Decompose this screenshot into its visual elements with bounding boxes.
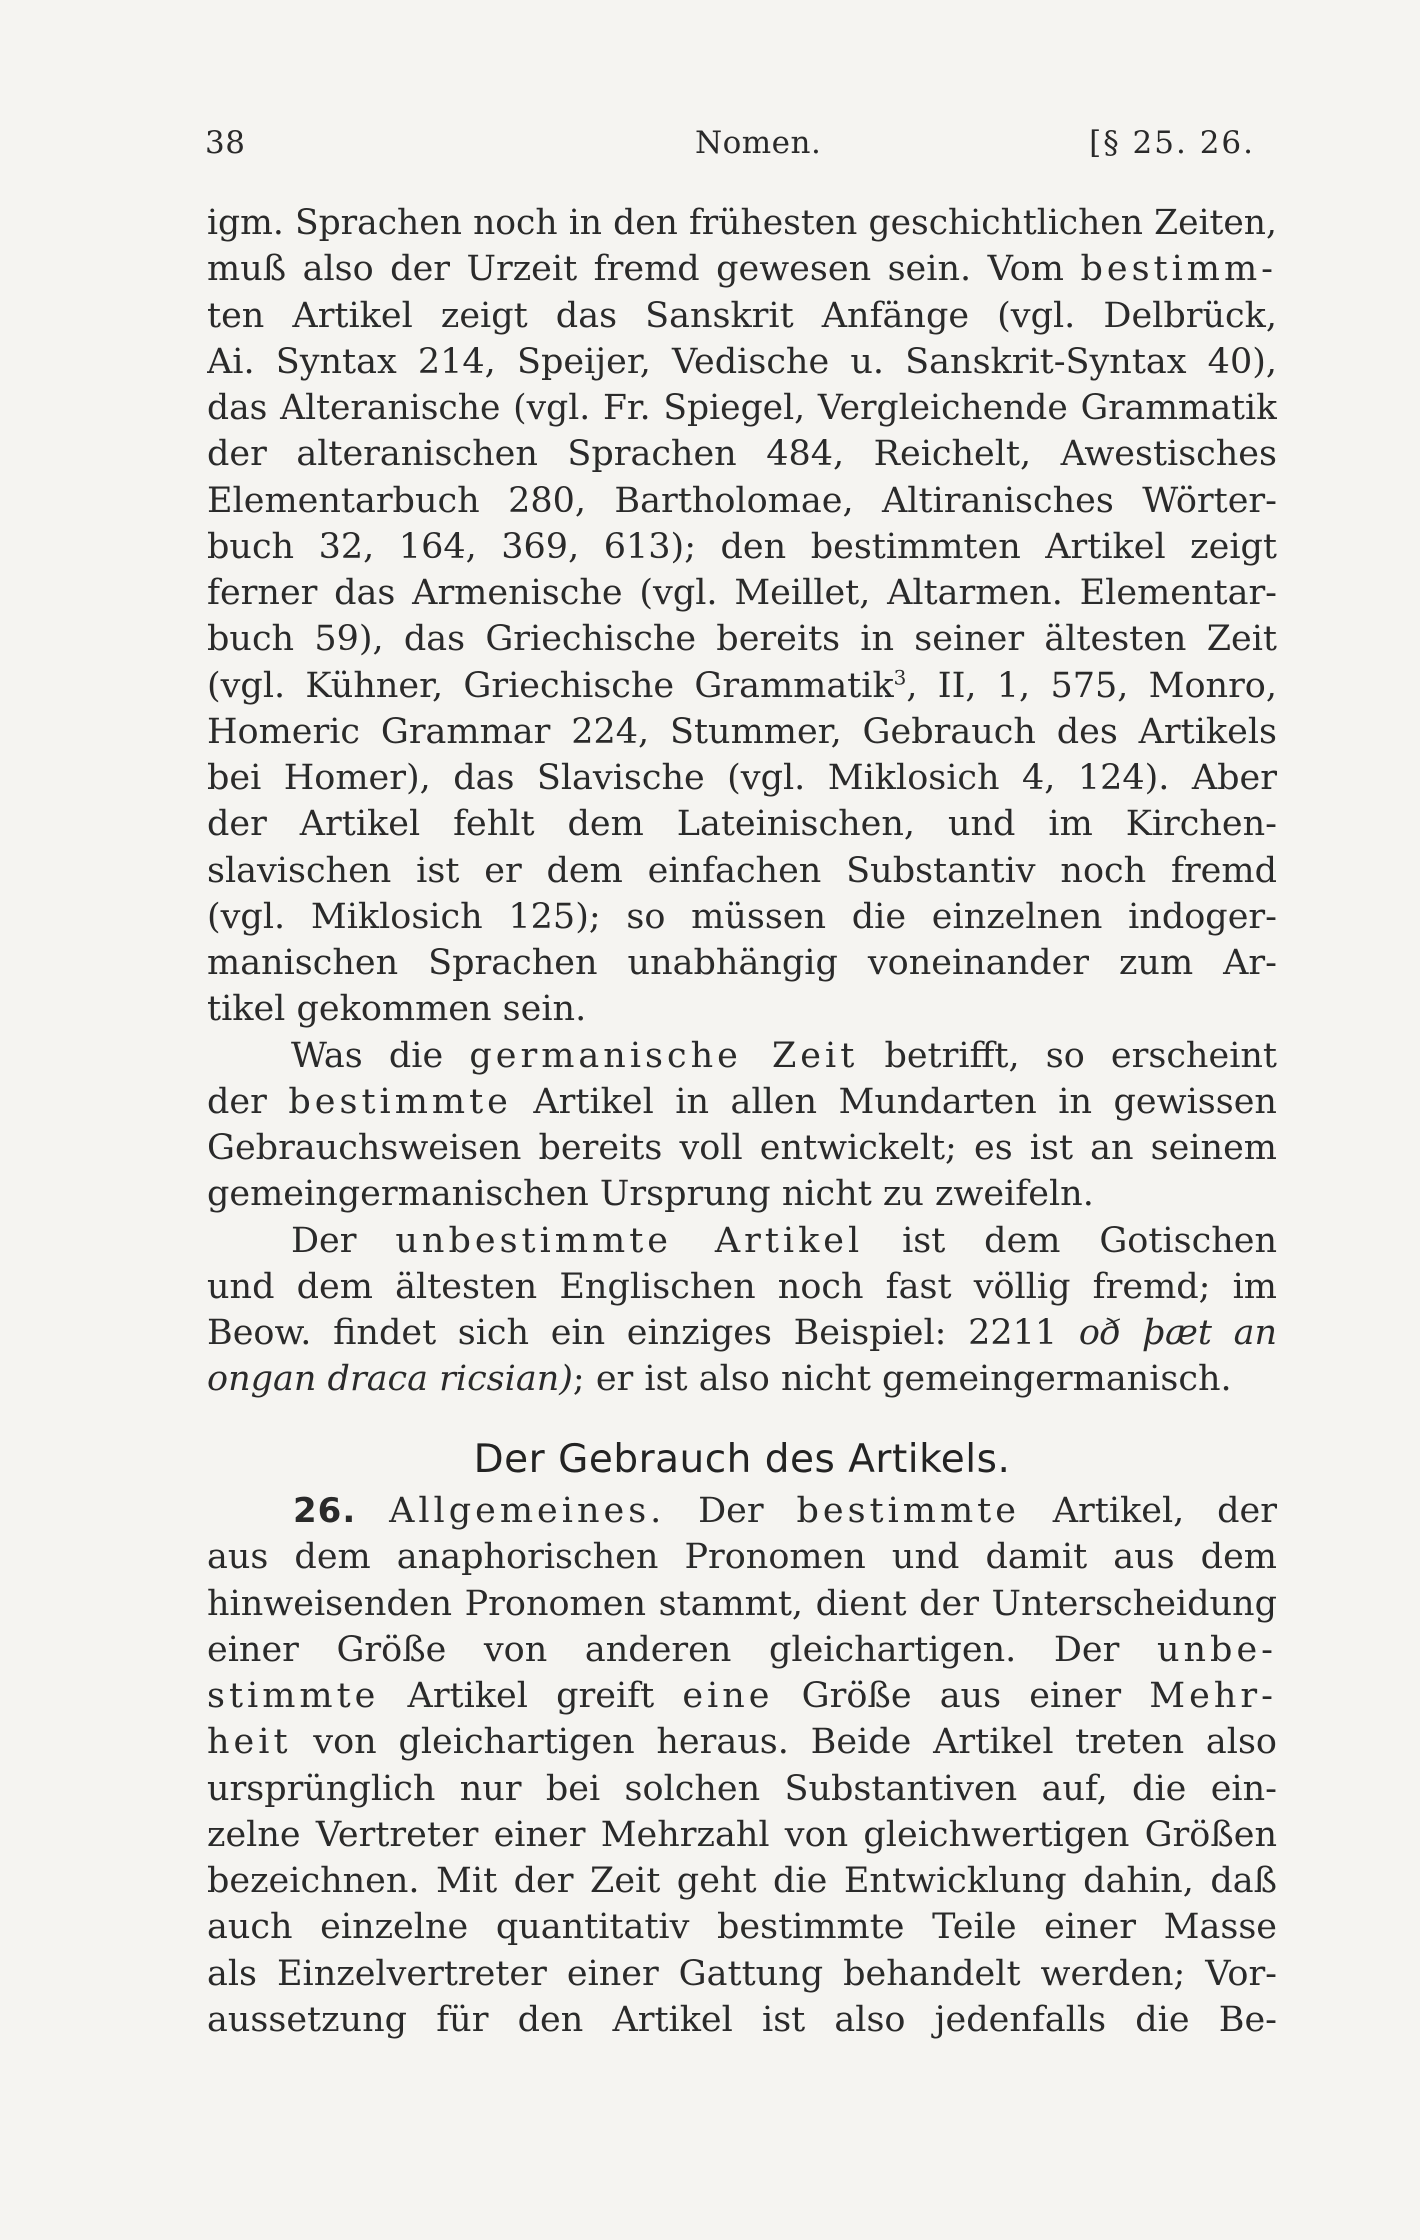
section-number: 26. <box>293 1491 357 1531</box>
body-text-top <box>207 200 1277 1403</box>
text-line: stimmte Artikel greift eine Größe aus einer Mehr- <box>207 1676 1277 1716</box>
running-title: Nomen. <box>695 125 822 161</box>
spaced-term: eine <box>682 1676 774 1716</box>
text-line: (vgl. Miklosich 125); so müssen die einzelnen indoger- <box>207 896 1277 937</box>
text-line: slavischen ist er dem einfachen Substantiv noch fremd <box>207 850 1277 891</box>
section-heading: Der Gebrauch des Artikels. <box>473 1437 1011 1482</box>
text-line: manischen Sprachen unabhängig voneinander zum Ar- <box>207 943 1277 983</box>
spaced-term: heit <box>207 1722 292 1763</box>
text-line: der alteranischen Sprachen 484, Reichelt, Awestisches <box>207 434 1277 475</box>
spaced-term: stimmte <box>207 1676 380 1716</box>
spaced-term: unbe- <box>1156 1629 1277 1670</box>
text-line: gemeingermanischen Ursprung nicht zu zweifeln. <box>207 1174 1094 1215</box>
spaced-term: unbestimmte Artikel <box>395 1220 864 1261</box>
body-text-bottom <box>207 1488 1277 2043</box>
text-line: aussetzung für den Artikel ist also jedenfalls die Be- <box>207 1999 1277 2040</box>
spaced-term: Allgemeines. <box>389 1491 666 1531</box>
text-line: bezeichnen. Mit der Zeit geht die Entwicklung dahin, daß <box>207 1861 1277 1901</box>
text-line: Was die germanische Zeit betrifft, so erscheint <box>291 1035 1277 1076</box>
text-line: Beow. findet sich ein einziges Beispiel: 2211 oð þæt an <box>207 1313 1277 1353</box>
section-reference: [§ 25. 26. <box>1089 125 1255 161</box>
text-line: der bestimmte Artikel in allen Mundarten in gewissen <box>207 1081 1277 1122</box>
text-line: ten Artikel zeigt das Sanskrit Anfänge (vgl. Delbrück, <box>207 295 1277 336</box>
text-line: Ai. Syntax 214, Speijer, Vedische u. Sanskrit-Syntax 40), <box>207 341 1277 382</box>
text-line: Homeric Grammar 224, Stummer, Gebrauch des Artikels <box>207 711 1277 752</box>
text-line: das Alteranische (vgl. Fr. Spiegel, Vergleichende Grammatik <box>207 388 1277 428</box>
text-line: Der unbestimmte Artikel ist dem Gotischen <box>291 1220 1277 1261</box>
text-line: 26. Allgemeines. Der bestimmte Artikel, der <box>293 1491 1277 1531</box>
spaced-term: Mehr- <box>1149 1676 1277 1716</box>
spaced-term: germanische Zeit <box>469 1035 859 1076</box>
page-number: 38 <box>205 125 246 161</box>
italic-quote: oð þæt an <box>1078 1313 1277 1353</box>
text-line: igm. Sprachen noch in den frühesten geschichtlichen Zeiten, <box>207 203 1277 243</box>
text-line: hinweisenden Pronomen stammt, dient der Unterscheidung <box>207 1583 1277 1624</box>
text-line: aus dem anaphorischen Pronomen und damit aus dem <box>207 1537 1277 1578</box>
text-line: buch 32, 164, 369, 613); den bestimmten Artikel zeigt <box>207 526 1277 567</box>
text-line: bei Homer), das Slavische (vgl. Miklosich 4, 124). Aber <box>207 758 1277 798</box>
text-line: einer Größe von anderen gleichartigen. Der unbe- <box>207 1629 1277 1670</box>
text-line: ferner das Armenische (vgl. Meillet, Altarmen. Elementar- <box>207 573 1277 613</box>
text-line: Elementarbuch 280, Bartholomae, Altiranisches Wörter- <box>207 480 1277 521</box>
text-line: buch 59), das Griechische bereits in seiner ältesten Zeit <box>207 619 1277 660</box>
spaced-term: bestimmte <box>796 1491 1020 1531</box>
text-line: muß also der Urzeit fremd gewesen sein. Vom bestimm- <box>207 249 1277 290</box>
superscript: 3 <box>893 664 907 689</box>
text-line: heit von gleichartigen heraus. Beide Artikel treten also <box>207 1722 1277 1763</box>
text-line: auch einzelne quantitativ bestimmte Teile einer Masse <box>207 1907 1277 1948</box>
text-line: und dem ältesten Englischen noch fast völlig fremd; im <box>207 1266 1277 1307</box>
text-line: der Artikel fehlt dem Lateinischen, und im Kirchen- <box>207 804 1277 845</box>
text-line: ongan draca ricsian); er ist also nicht gemeingermanisch. <box>207 1359 1232 1400</box>
text-line: (vgl. Kühner, Griechische Grammatik$^3$, II, 1, 575, Monro, <box>207 664 1277 706</box>
text-line: Gebrauchsweisen bereits voll entwickelt; es ist an seinem <box>207 1128 1277 1168</box>
running-head <box>205 118 1255 168</box>
text-line: als Einzelvertreter einer Gattung behandelt werden; Vor- <box>207 1953 1277 1994</box>
spaced-word: bestimm- <box>1080 249 1277 290</box>
text-line: ursprünglich nur bei solchen Substantiven auf, die ein- <box>207 1768 1277 1809</box>
text-line: tikel gekommen sein. <box>207 989 587 1030</box>
italic-quote: ongan draca ricsian) <box>207 1359 573 1400</box>
spaced-term: bestimmte <box>288 1081 512 1122</box>
text-line: zelne Vertreter einer Mehrzahl von gleichwertigen Größen <box>207 1814 1277 1855</box>
